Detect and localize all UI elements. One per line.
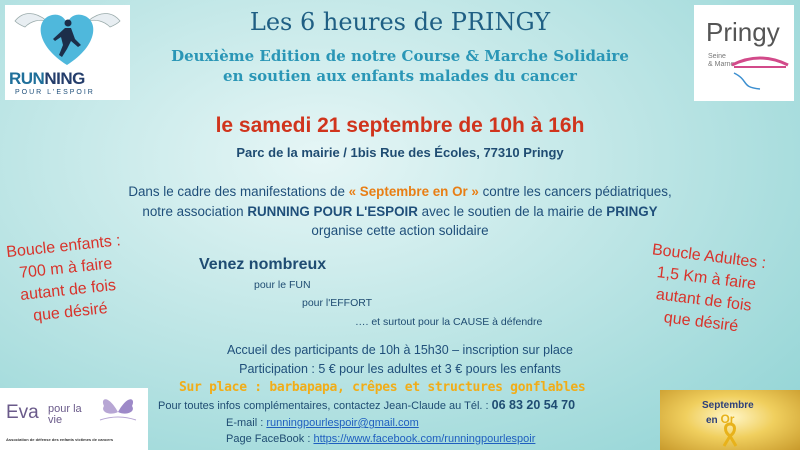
venez-fun: pour le FUN — [254, 279, 311, 291]
eva-pour-la-vie-logo — [0, 388, 148, 450]
venez-nombreux-heading: Venez nombreux — [199, 256, 327, 273]
accueil-info: Accueil des participants de 10h à 15h30 – inscription sur place — [226, 343, 574, 357]
contact-facebook-line: Page FaceBook : https://www.facebook.com/runningpourlespoir — [226, 433, 536, 445]
gold-ribbon-icon — [720, 422, 740, 448]
pringy-logo — [694, 5, 794, 101]
septembre-en-or-highlight: « Septembre en Or » — [348, 184, 479, 199]
boucle-enfants: Boucle enfants : 700 m à faire autant de fois que désiré — [5, 232, 122, 325]
event-date: le samedi 21 septembre de 10h à 16h — [215, 114, 585, 137]
subtitle-line-2: en soutien aux enfants malades du cancer — [223, 67, 577, 85]
contact-phone-line: Pour toutes infos complémentaires, contactez Jean-Claude au Tél. : 06 83 20 54 70 — [158, 398, 576, 412]
pringy-logo-word: Pringy — [706, 17, 780, 47]
subtitle-line-1: Deuxième Edition de notre Course & Marche Solidaire — [171, 47, 629, 65]
eva-logo-word: Eva — [6, 402, 39, 423]
contact-email-line: E-mail : runningpourlespoir@gmail.com — [226, 417, 419, 429]
participation-info: Participation : 5 € pour les adultes et 3 € pours les enfants — [239, 362, 561, 376]
boucle-adultes: Boucle Adultes : 1,5 Km à faire autant de fois que désiré — [651, 241, 768, 336]
septembre-logo-line-1: Septembre — [702, 400, 754, 411]
email-link[interactable]: runningpourlespoir@gmail.com — [266, 417, 419, 429]
pringy-logo-sub: Seine & Marne — [708, 53, 735, 68]
eva-logo-sub: pour la vie — [48, 403, 82, 426]
intro-line-3: organise cette action solidaire — [311, 223, 489, 238]
septembre-en-or-logo — [660, 390, 800, 450]
intro-line-1: Dans le cadre des manifestations de « Septembre en Or » contre les cancers pédiatriques, — [128, 184, 672, 199]
facebook-link[interactable]: https://www.facebook.com/runningpourlespoir — [313, 433, 536, 445]
page-title: Les 6 heures de PRINGY — [249, 8, 551, 36]
venez-effort: pour l'EFFORT — [302, 297, 373, 309]
sur-place-info: Sur place : barbapapa, crêpes et structures gonflables — [179, 380, 586, 395]
winged-heart-runner-icon — [5, 5, 130, 71]
intro-line-2: notre association RUNNING POUR L'ESPOIR avec le soutien de la mairie de PRINGY — [142, 204, 658, 219]
bridge-icon — [730, 51, 790, 91]
venez-cause: …. et surtout pour la CAUSE à défendre — [355, 316, 543, 328]
eva-logo-tagline: Association de défense des enfants victimes de cancers — [6, 437, 114, 442]
butterfly-icon — [98, 392, 138, 422]
septembre-logo-line-2: en Or — [706, 412, 735, 426]
phone-number: 06 83 20 54 70 — [491, 398, 576, 412]
running-logo-word: RUNNING — [9, 69, 85, 88]
running-pour-lespoir-logo — [5, 5, 130, 100]
event-place: Parc de la mairie / 1bis Rue des Écoles, 77310 Pringy — [236, 145, 564, 160]
running-logo-sub: POUR L'ESPOIR — [15, 89, 95, 96]
